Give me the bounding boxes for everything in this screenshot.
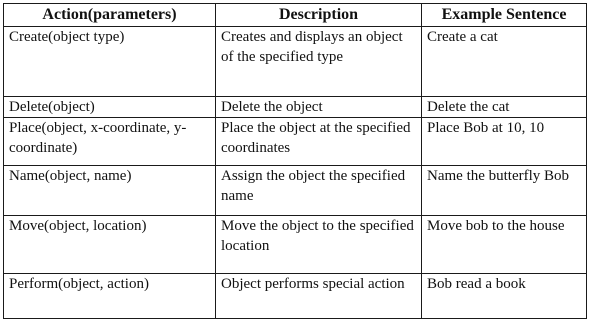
cell-action: Name(object, name) xyxy=(4,166,216,216)
cell-example: Create a cat xyxy=(422,27,587,97)
cell-action: Move(object, location) xyxy=(4,216,216,274)
header-description: Description xyxy=(216,4,422,27)
cell-example: Name the butterfly Bob xyxy=(422,166,587,216)
header-action-parameters: Action(parameters) xyxy=(4,4,216,27)
table-row xyxy=(4,27,587,97)
cell-example: Bob read a book xyxy=(422,274,587,319)
table-row xyxy=(4,118,587,166)
cell-example: Place Bob at 10, 10 xyxy=(422,118,587,166)
actions-table xyxy=(3,3,587,319)
cell-example: Delete the cat xyxy=(422,97,587,118)
table-row xyxy=(4,216,587,274)
table-row xyxy=(4,97,587,118)
cell-description: Delete the object xyxy=(216,97,422,118)
cell-description: Object performs special action xyxy=(216,274,422,319)
cell-action: Delete(object) xyxy=(4,97,216,118)
cell-action: Perform(object, action) xyxy=(4,274,216,319)
cell-example: Move bob to the house xyxy=(422,216,587,274)
cell-description: Creates and displays an object of the specified type xyxy=(216,27,422,97)
cell-action: Create(object type) xyxy=(4,27,216,97)
cell-description: Move the object to the specified location xyxy=(216,216,422,274)
table-row xyxy=(4,166,587,216)
cell-description: Place the object at the specified coordinates xyxy=(216,118,422,166)
header-row xyxy=(4,4,587,27)
table-row xyxy=(4,274,587,319)
header-example-sentence: Example Sentence xyxy=(422,4,587,27)
cell-description: Assign the object the specified name xyxy=(216,166,422,216)
cell-action: Place(object, x-coordinate, y-coordinate) xyxy=(4,118,216,166)
